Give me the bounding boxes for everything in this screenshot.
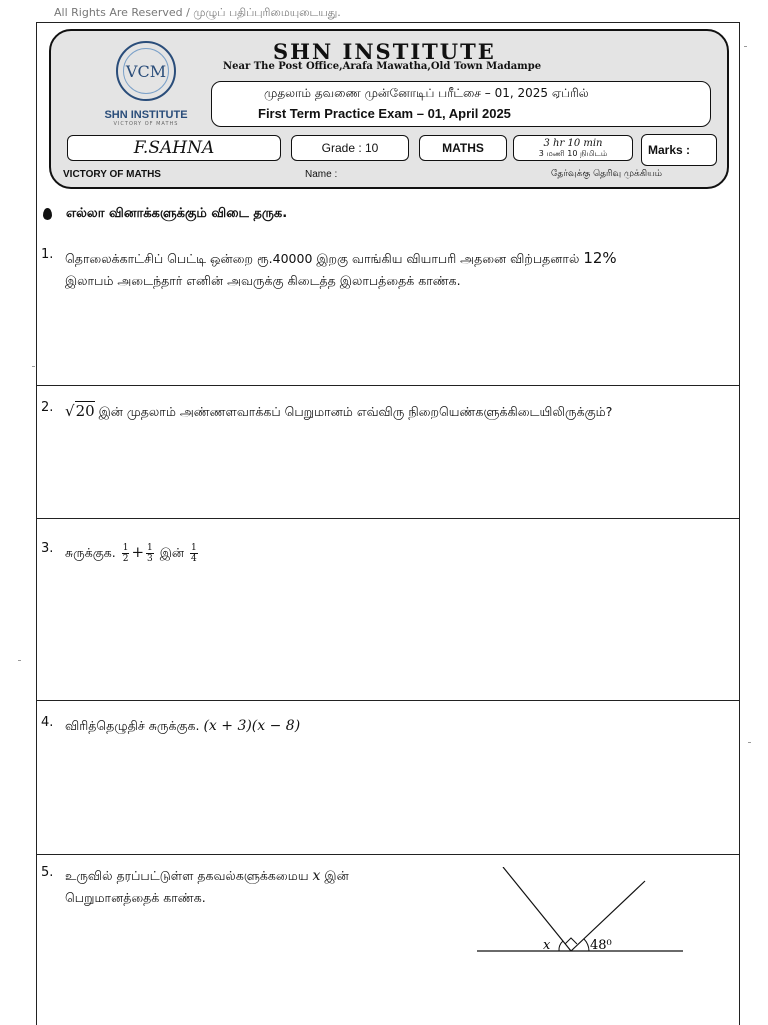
- scan-speck: [32, 366, 35, 367]
- name-label: Name :: [305, 169, 338, 180]
- student-name-field: F.SAHNA: [67, 135, 281, 161]
- duration-tamil: 3 மணி 10 நிமிடம்: [538, 148, 608, 158]
- question-5: [37, 855, 739, 1025]
- question-3: [37, 519, 739, 701]
- exam-sheet: [36, 22, 740, 1025]
- marks-field: Marks :: [641, 134, 717, 166]
- denominator: 2: [122, 554, 129, 564]
- fraction: [146, 543, 154, 564]
- question-text-part: விரித்தெழுதிச் சுருக்குக.: [65, 718, 200, 733]
- angle-x-label: x: [543, 938, 551, 953]
- denominator: 3: [147, 554, 153, 564]
- question-text-part: இலாபம் அடைந்தார் எனின் அவருக்கு கிடைத்த இலாபத்தைக் காண்க.: [65, 273, 461, 288]
- question-2: [37, 386, 739, 519]
- question-text-part: இன் முதலாம் அண்ணளவாக்கப் பெறுமானம் எவ்விரு நிறையெண்களுக்கிடையிலிருக்கும்?: [98, 404, 613, 419]
- scan-speck: [18, 660, 21, 661]
- algebraic-expression: (x + 3)(x − 8): [203, 718, 301, 734]
- question-1: [37, 243, 739, 386]
- question-text-part: இன்: [159, 545, 185, 560]
- instruction-line: [43, 206, 287, 222]
- ray-left: [503, 867, 571, 951]
- subject-field: MATHS: [419, 135, 507, 161]
- motto-text: தேர்வுக்கு தெரிவு முக்கியம்: [551, 169, 663, 179]
- numerator: 1: [147, 543, 153, 553]
- victory-label: VICTORY OF MATHS: [63, 169, 161, 180]
- logo-tagline: VICTORY OF MATHS: [113, 121, 179, 127]
- instruction-text: எல்லா வினாக்களுக்கும் விடை தருக.: [66, 206, 288, 221]
- question-text: [65, 715, 733, 737]
- numerator: 1: [191, 543, 197, 553]
- question-text: [65, 247, 733, 292]
- angle-48-label: 48⁰: [590, 938, 612, 953]
- question-text: [65, 541, 733, 564]
- angle-figure: [477, 867, 707, 977]
- exam-title-box: [211, 81, 711, 127]
- variable: x: [312, 868, 321, 884]
- question-number: 2.: [41, 400, 54, 415]
- numerator: 1: [122, 543, 129, 553]
- duration-english: 3 hr 10 min: [543, 137, 603, 149]
- institute-title: SHN INSTITUTE: [273, 39, 496, 64]
- square-root-expression: √20: [65, 402, 95, 420]
- exam-title-english: First Term Practice Exam – 01, April 2025: [258, 106, 511, 121]
- denominator: 4: [191, 554, 197, 564]
- angle-arc: [584, 939, 589, 951]
- question-text-part: சுருக்குக.: [65, 545, 116, 560]
- question-text: [65, 865, 445, 909]
- question-text: [65, 400, 733, 423]
- logo-emblem-icon: VCM: [116, 41, 176, 101]
- question-text-part: இன்: [324, 868, 349, 883]
- right-angle-marker: [565, 938, 577, 944]
- question-number: 3.: [41, 541, 54, 556]
- question-number: 4.: [41, 715, 54, 730]
- question-text-part: பெறுமானத்தைக் காண்க.: [65, 890, 206, 905]
- exam-title-tamil: முதலாம் தவணை முன்னோடிப் பரீட்சை – 01, 2025 ஏப்ரில்: [264, 86, 589, 100]
- percentage-value: 12%: [583, 249, 617, 267]
- radicand: 20: [75, 402, 95, 420]
- institute-logo: [81, 41, 211, 131]
- copyright-notice: All Rights Are Reserved / முழுப் பதிப்புரிமையுடையது.: [54, 6, 341, 19]
- angle-arc-x: [559, 941, 563, 951]
- fraction: [122, 543, 130, 564]
- exam-header: [49, 29, 729, 189]
- duration-field: [513, 135, 633, 161]
- fraction: [190, 543, 198, 564]
- scan-speck: [748, 742, 751, 743]
- institute-address: Near The Post Office,Arafa Mawatha,Old Town Madampe: [223, 61, 542, 72]
- scan-speck: [744, 46, 747, 47]
- question-number: 5.: [41, 865, 54, 880]
- question-text-part: தொலைக்காட்சிப் பெட்டி ஒன்றை ரூ.40000 இறகு வாங்கிய வியாபரி அதனை விற்பதனால்: [65, 251, 580, 266]
- plus-sign: +: [131, 543, 145, 561]
- question-number: 1.: [41, 247, 54, 262]
- question-text-part: உருவில் தரப்பட்டுள்ள தகவல்களுக்கமைய: [65, 868, 309, 883]
- grade-field: Grade : 10: [291, 135, 409, 161]
- logo-institute-name: SHN INSTITUTE: [104, 109, 188, 121]
- question-4: [37, 701, 739, 855]
- drop-bullet-icon: [43, 208, 52, 220]
